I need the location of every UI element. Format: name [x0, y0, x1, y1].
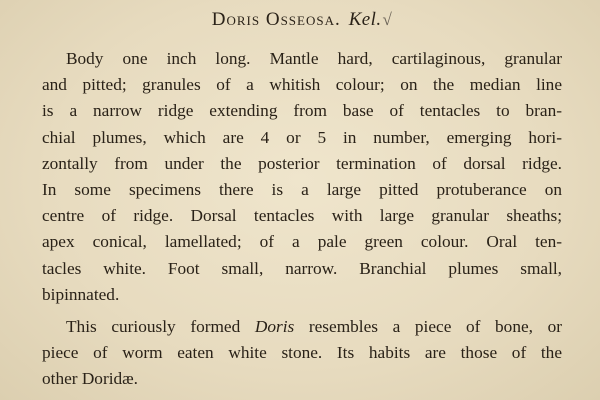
text-line: other Doridæ. [42, 369, 138, 389]
text-line: zontally from under the posterior termination of dorsal ridge. [42, 153, 562, 173]
text-line: bipinnated. [42, 284, 120, 304]
text-fragment: resembles a piece of bone, or [294, 317, 562, 337]
genus-name: Doris [254, 317, 295, 337]
text-line: In some specimens there is a large pitted protuberance on [42, 180, 562, 200]
description-paragraph [42, 46, 562, 308]
species-name: Doris Osseosa. [211, 9, 341, 30]
handwritten-check-mark: √ [382, 10, 393, 29]
text-line: chial plumes, which are 4 or 5 in number, emerging hori- [42, 127, 562, 147]
text-line: centre of ridge. Dorsal tentacles with large granular sheaths; [42, 206, 562, 226]
text-line [42, 314, 562, 340]
text-line: is a narrow ridge extending from base of tentacles to bran- [42, 101, 562, 121]
text-line: apex conical, lamellated; of a pale green colour. Oral ten- [42, 232, 562, 252]
author-abbrev: Kel. [348, 9, 382, 30]
species-author [349, 9, 392, 30]
text-line: piece of worm eaten white stone. Its habits are those of the [42, 343, 562, 363]
text-line: tacles white. Foot small, narrow. Branchial plumes small, [42, 258, 562, 278]
species-heading [42, 6, 562, 34]
text-line: and pitted; granules of a whitish colour; on the median line [42, 75, 562, 95]
habits-paragraph [42, 314, 562, 393]
text-fragment: This curiously formed [66, 317, 255, 337]
text-line: Body one inch long. Mantle hard, cartilaginous, granular [66, 49, 562, 68]
